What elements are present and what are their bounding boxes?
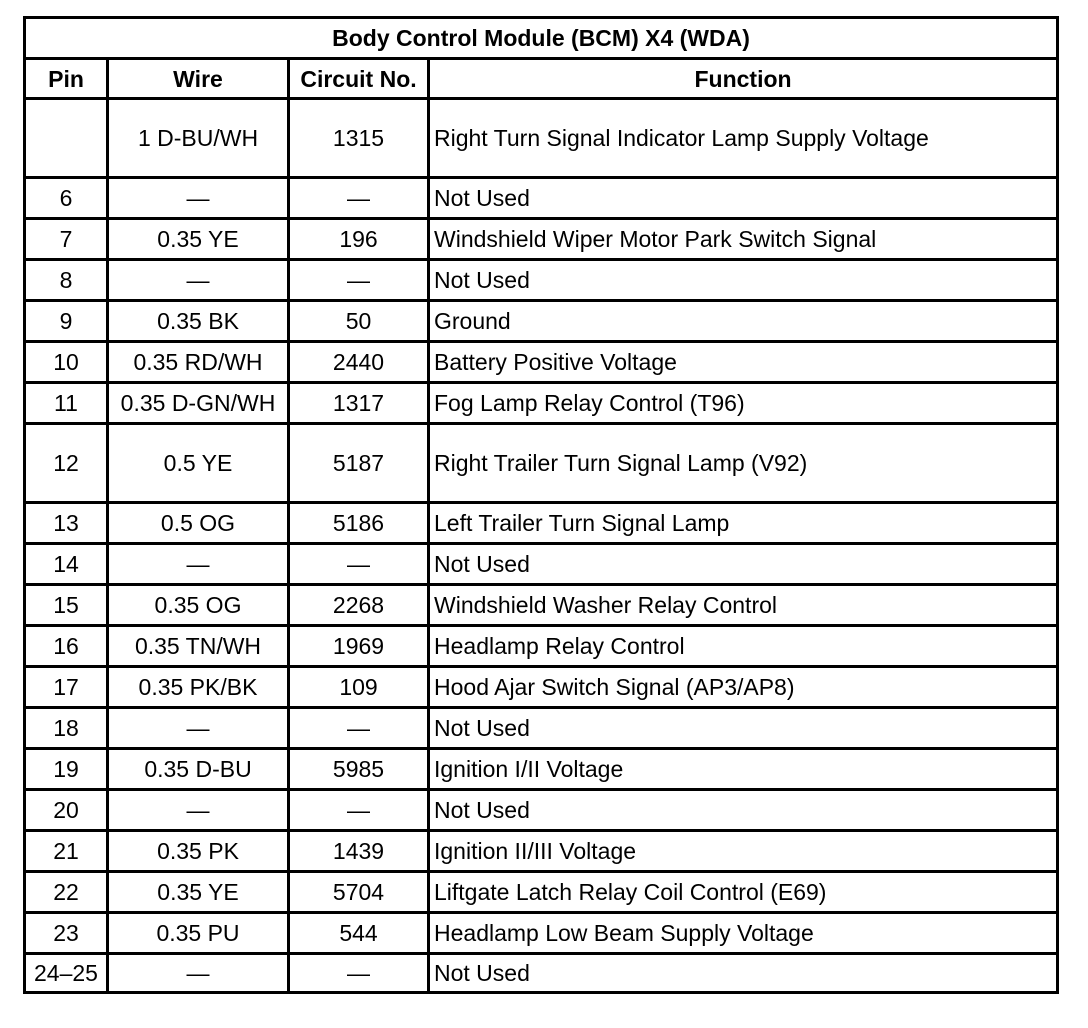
function-cell: Not Used xyxy=(429,708,1058,749)
circuit-cell: — xyxy=(289,178,429,219)
function-cell: Windshield Washer Relay Control xyxy=(429,585,1058,626)
connector-pinout-table xyxy=(23,16,1059,994)
circuit-cell: 2440 xyxy=(289,342,429,383)
circuit-cell: 5187 xyxy=(289,424,429,503)
wire-cell: 0.35 TN/WH xyxy=(108,626,289,667)
pin-cell: 20 xyxy=(25,790,108,831)
function-cell: Ground xyxy=(429,301,1058,342)
circuit-cell: — xyxy=(289,544,429,585)
wire-cell: 0.5 OG xyxy=(108,503,289,544)
wire-cell: — xyxy=(108,790,289,831)
function-cell: Headlamp Relay Control xyxy=(429,626,1058,667)
table-row xyxy=(25,260,1058,301)
wire-cell: 0.35 YE xyxy=(108,219,289,260)
table-row xyxy=(25,99,1058,178)
table-row xyxy=(25,301,1058,342)
wire-cell: — xyxy=(108,708,289,749)
wire-cell: 0.5 YE xyxy=(108,424,289,503)
wire-cell: 0.35 YE xyxy=(108,872,289,913)
wire-cell: 0.35 OG xyxy=(108,585,289,626)
circuit-cell: 1439 xyxy=(289,831,429,872)
function-cell: Hood Ajar Switch Signal (AP3/AP8) xyxy=(429,667,1058,708)
header-wire: Wire xyxy=(108,59,289,99)
function-cell: Ignition II/III Voltage xyxy=(429,831,1058,872)
circuit-cell: 1317 xyxy=(289,383,429,424)
function-cell: Not Used xyxy=(429,544,1058,585)
pin-cell: 12 xyxy=(25,424,108,503)
table-title: Body Control Module (BCM) X4 (WDA) xyxy=(25,18,1058,59)
table-row xyxy=(25,872,1058,913)
circuit-cell: — xyxy=(289,708,429,749)
table-row xyxy=(25,831,1058,872)
circuit-cell: 544 xyxy=(289,913,429,954)
table-row xyxy=(25,913,1058,954)
wire-cell: 0.35 D-GN/WH xyxy=(108,383,289,424)
table-row xyxy=(25,667,1058,708)
wire-cell: 0.35 D-BU xyxy=(108,749,289,790)
function-cell: Not Used xyxy=(429,260,1058,301)
circuit-cell: 2268 xyxy=(289,585,429,626)
pin-cell: 16 xyxy=(25,626,108,667)
wire-cell: 0.35 RD/WH xyxy=(108,342,289,383)
pin-cell: 8 xyxy=(25,260,108,301)
pin-cell: 18 xyxy=(25,708,108,749)
pin-cell: 17 xyxy=(25,667,108,708)
pin-cell: 15 xyxy=(25,585,108,626)
pin-cell: 13 xyxy=(25,503,108,544)
pin-cell: 19 xyxy=(25,749,108,790)
wire-cell: 0.35 PU xyxy=(108,913,289,954)
pin-cell xyxy=(25,99,108,178)
wire-cell: 1 D-BU/WH xyxy=(108,99,289,178)
table-row xyxy=(25,954,1058,993)
circuit-cell: — xyxy=(289,954,429,993)
table-row xyxy=(25,790,1058,831)
wire-cell: 0.35 PK/BK xyxy=(108,667,289,708)
table-row xyxy=(25,544,1058,585)
circuit-cell: 109 xyxy=(289,667,429,708)
function-cell: Windshield Wiper Motor Park Switch Signal xyxy=(429,219,1058,260)
wire-cell: — xyxy=(108,178,289,219)
table-row xyxy=(25,626,1058,667)
pin-cell: 24–25 xyxy=(25,954,108,993)
table-row xyxy=(25,424,1058,503)
function-cell: Battery Positive Voltage xyxy=(429,342,1058,383)
table-row xyxy=(25,708,1058,749)
table-row xyxy=(25,178,1058,219)
pin-cell: 7 xyxy=(25,219,108,260)
wire-cell: 0.35 BK xyxy=(108,301,289,342)
circuit-cell: 5704 xyxy=(289,872,429,913)
header-row xyxy=(25,59,1058,99)
function-cell: Fog Lamp Relay Control (T96) xyxy=(429,383,1058,424)
function-cell: Headlamp Low Beam Supply Voltage xyxy=(429,913,1058,954)
circuit-cell: 5186 xyxy=(289,503,429,544)
pin-cell: 14 xyxy=(25,544,108,585)
pin-cell: 6 xyxy=(25,178,108,219)
function-cell: Ignition I/II Voltage xyxy=(429,749,1058,790)
function-cell: Right Trailer Turn Signal Lamp (V92) xyxy=(429,424,1058,503)
header-pin: Pin xyxy=(25,59,108,99)
function-cell: Liftgate Latch Relay Coil Control (E69) xyxy=(429,872,1058,913)
table-row xyxy=(25,749,1058,790)
wire-cell: — xyxy=(108,954,289,993)
pin-cell: 23 xyxy=(25,913,108,954)
function-cell: Left Trailer Turn Signal Lamp xyxy=(429,503,1058,544)
circuit-cell: — xyxy=(289,260,429,301)
circuit-cell: 1315 xyxy=(289,99,429,178)
circuit-cell: 5985 xyxy=(289,749,429,790)
circuit-cell: — xyxy=(289,790,429,831)
table-row xyxy=(25,342,1058,383)
table-row xyxy=(25,503,1058,544)
pin-cell: 11 xyxy=(25,383,108,424)
wire-cell: — xyxy=(108,260,289,301)
function-cell: Not Used xyxy=(429,178,1058,219)
header-circuit-no: Circuit No. xyxy=(289,59,429,99)
table-row xyxy=(25,383,1058,424)
wire-cell: — xyxy=(108,544,289,585)
function-cell: Not Used xyxy=(429,954,1058,993)
pin-cell: 9 xyxy=(25,301,108,342)
pin-cell: 22 xyxy=(25,872,108,913)
circuit-cell: 196 xyxy=(289,219,429,260)
header-function: Function xyxy=(429,59,1058,99)
circuit-cell: 1969 xyxy=(289,626,429,667)
table-row xyxy=(25,585,1058,626)
pin-cell: 21 xyxy=(25,831,108,872)
function-cell: Right Turn Signal Indicator Lamp Supply Voltage xyxy=(429,99,1058,178)
circuit-cell: 50 xyxy=(289,301,429,342)
table-row xyxy=(25,219,1058,260)
pin-cell: 10 xyxy=(25,342,108,383)
function-cell: Not Used xyxy=(429,790,1058,831)
wire-cell: 0.35 PK xyxy=(108,831,289,872)
